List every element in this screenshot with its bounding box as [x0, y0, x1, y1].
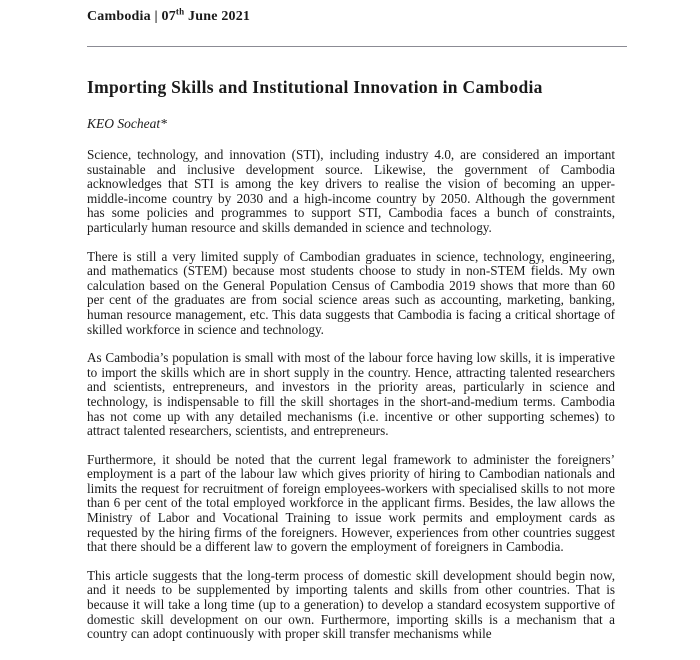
- article-paragraph-4: Furthermore, it should be noted that the current legal framework to administer the foreigners’ employment is a part of the labour law which gives priority of hiring to Cambodian nationals and limits the request for recruitment of foreign employees-workers with specialised skills to not more than 6 per cent of the total employed workforce in the applicant firms. Besides, the law allows the Ministry of Labor and Vocational Training to issue work permits and employment cards as requested by the hiring firms of the foreigners. However, experiences from other countries suggest that there should be a different law to govern the employment of foreigners in Cambodia.: [87, 451, 615, 555]
- article-body: [87, 148, 615, 642]
- article-title: Importing Skills and Institutional Innovation in Cambodia: [87, 77, 543, 97]
- dateline-location-date: Cambodia | 07: [87, 9, 176, 24]
- article-paragraph-2: There is still a very limited supply of Cambodian graduates in science, technology, engineering, and mathematics (STEM) because most students choose to study in non-STEM fields. My own calculation based on the General Population Census of Cambodia 2019 shows that more than 60 per cent of the graduates are from social science areas such as accounting, marketing, banking, human resource management, etc. This data suggests that Cambodia is facing a critical shortage of skilled workforce in science and technology.: [87, 248, 615, 337]
- dateline-month-year: June 2021: [184, 9, 251, 24]
- header-dateline: [87, 8, 627, 25]
- author-byline: KEO Socheat*: [87, 116, 167, 131]
- dateline-ordinal-suffix: th: [175, 6, 185, 17]
- article-paragraph-5: This article suggests that the long-term process of domestic skill development should begin now, and it needs to be supplemented by importing talents and skills from other countries. That is because it will take a long time (up to a generation) to develop a standard ecosystem supportive of domestic skill development on our own. Furthermore, importing skills is a mechanism that a country can adopt continuously with proper skill transfer mechanisms while: [87, 567, 615, 642]
- header-divider-rule: [87, 46, 627, 47]
- article-paragraph-3: As Cambodia’s population is small with most of the labour force having low skills, it is imperative to import the skills which are in short supply in the country. Hence, attracting talented researchers and scientists, entrepreneurs, and investors in the priority areas, particularly in science and technology, is indispensable to fill the skill shortages in the short-and-medium terms. Cambodia has not come up with any detailed mechanisms (i.e. incentive or other supporting schemes) to attract talented researchers, scientists, and entrepreneurs.: [87, 350, 615, 439]
- article-paragraph-1: Science, technology, and innovation (STI), including industry 4.0, are considered an important sustainable and inclusive development source. Likewise, the government of Cambodia acknowledges that STI is among the key drivers to realise the vision of becoming an upper-middle-income country by 2030 and a high-income country by 2050. Although the government has some policies and programmes to support STI, Cambodia faces a bunch of constraints, particularly human resource and skills demanded in science and technology.: [87, 147, 615, 235]
